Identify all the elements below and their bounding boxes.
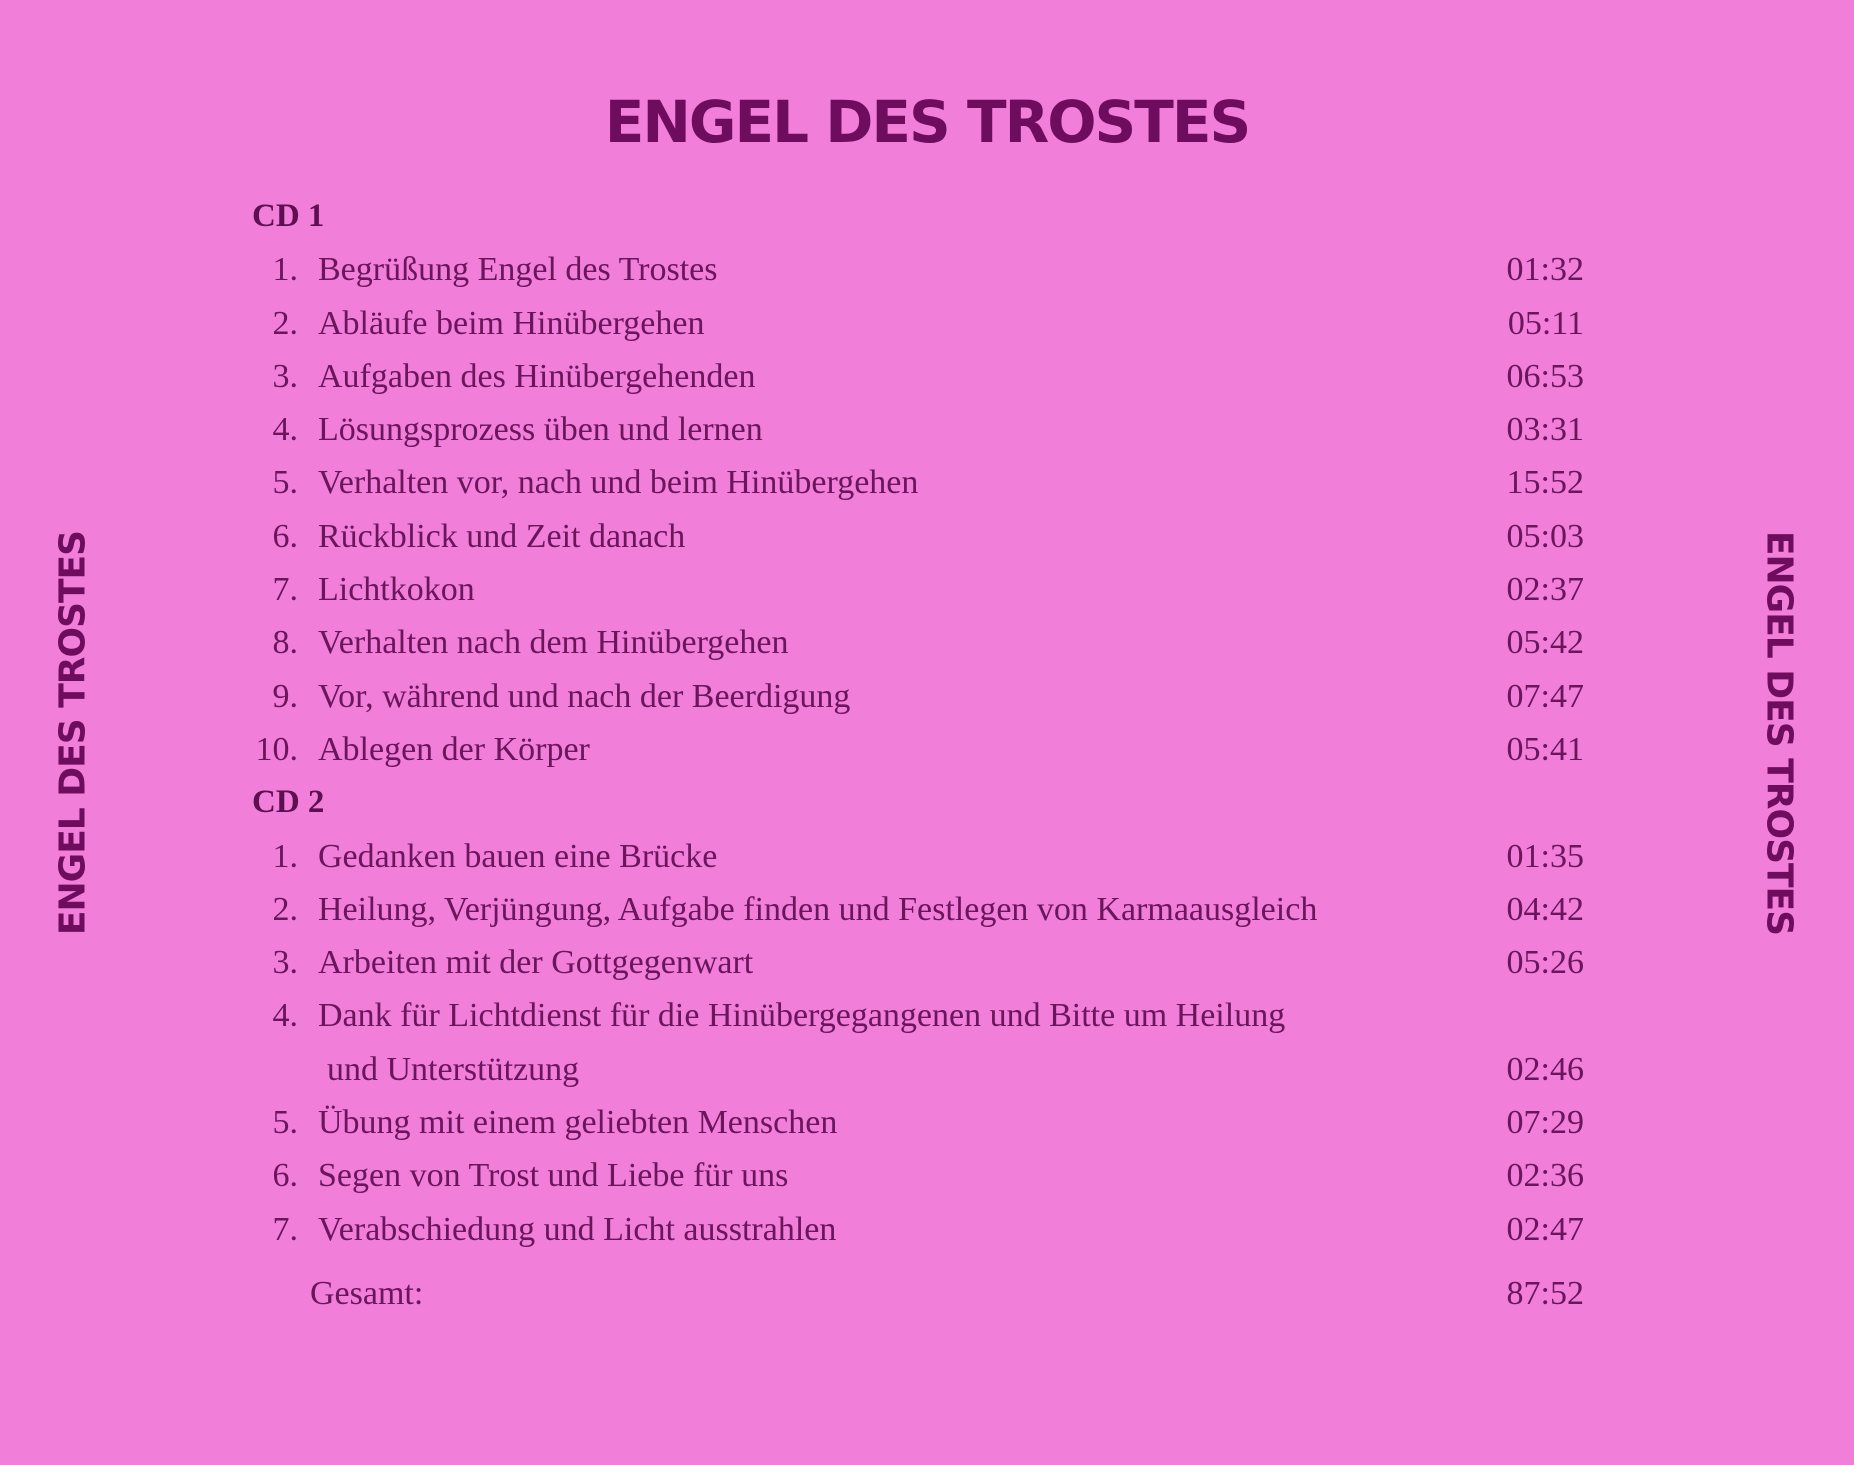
track-row bbox=[252, 883, 1584, 936]
track-duration: 02:46 bbox=[1506, 1050, 1584, 1088]
track-title bbox=[318, 456, 918, 509]
cd1-track-list bbox=[252, 243, 1584, 776]
track-number: 9. bbox=[272, 677, 298, 715]
track-title-text: Verhalten vor, nach und beim Hinübergehen bbox=[318, 464, 919, 502]
track-row bbox=[252, 723, 1584, 776]
track-row bbox=[252, 297, 1584, 350]
track-row bbox=[252, 510, 1584, 563]
track-title-continuation: und Unterstützung bbox=[327, 1050, 580, 1088]
track-title-text: Übung mit einem geliebten Menschen bbox=[318, 1104, 838, 1142]
spine-text-left: ENGEL DES TROSTES bbox=[52, 530, 94, 936]
track-title bbox=[318, 616, 788, 669]
total-duration: 87:52 bbox=[1506, 1274, 1584, 1312]
track-row bbox=[252, 563, 1584, 616]
total-row bbox=[252, 1267, 1584, 1320]
track-title bbox=[318, 1149, 788, 1202]
track-number: 8. bbox=[272, 624, 298, 662]
track-duration: 03:31 bbox=[1506, 411, 1584, 449]
track-row bbox=[252, 616, 1584, 669]
track-number: 1. bbox=[272, 837, 298, 875]
track-row bbox=[252, 670, 1584, 723]
track-title-text: Aufgaben des Hinübergehenden bbox=[318, 357, 756, 395]
track-duration: 07:47 bbox=[1506, 677, 1584, 715]
track-row bbox=[252, 830, 1584, 883]
track-duration: 05:26 bbox=[1506, 944, 1584, 982]
track-title bbox=[318, 1096, 837, 1149]
track-title bbox=[318, 563, 475, 616]
track-duration: 02:47 bbox=[1506, 1210, 1584, 1248]
cd1-heading: CD 1 bbox=[252, 198, 325, 234]
track-row bbox=[252, 936, 1584, 989]
track-title-text: Abläufe beim Hinübergehen bbox=[318, 304, 705, 342]
spine-text-right: ENGEL DES TROSTES bbox=[1758, 530, 1800, 936]
track-title-text: Gedanken bauen eine Brücke bbox=[318, 837, 718, 875]
track-title bbox=[318, 243, 718, 296]
track-row bbox=[252, 456, 1584, 509]
track-number: 6. bbox=[272, 517, 298, 555]
track-title bbox=[318, 350, 755, 403]
total-label: Gesamt: bbox=[310, 1274, 424, 1312]
track-number: 2. bbox=[272, 304, 298, 342]
track-duration: 05:03 bbox=[1506, 517, 1584, 555]
track-title bbox=[318, 830, 717, 883]
tracklist bbox=[252, 190, 1584, 1320]
track-duration: 05:41 bbox=[1506, 730, 1584, 768]
track-title bbox=[318, 670, 850, 723]
track-title-text: Heilung, Verjüngung, Aufgabe finden und Festlegen von Karmaausgleich bbox=[318, 890, 1318, 928]
track-title-text: Lichtkokon bbox=[318, 571, 475, 609]
track-title bbox=[318, 1203, 836, 1256]
cd2-heading: CD 2 bbox=[252, 784, 325, 821]
track-number: 4. bbox=[272, 411, 298, 449]
track-title bbox=[318, 989, 1285, 1096]
track-title-text: Vor, während und nach der Beerdigung bbox=[318, 677, 851, 715]
track-title bbox=[318, 936, 753, 989]
track-title-text: Rückblick und Zeit danach bbox=[318, 517, 686, 555]
track-number: 6. bbox=[272, 1157, 298, 1195]
track-number: 1. bbox=[272, 251, 298, 289]
track-number: 5. bbox=[272, 464, 298, 502]
track-row bbox=[252, 1203, 1584, 1256]
cd2-track-list bbox=[252, 830, 1584, 1256]
track-title-text: Ablegen der Körper bbox=[318, 730, 590, 768]
track-row bbox=[252, 989, 1584, 1096]
track-title-text: Begrüßung Engel des Trostes bbox=[318, 251, 718, 289]
track-title-text: Segen von Trost und Liebe für uns bbox=[318, 1157, 789, 1195]
track-duration: 01:32 bbox=[1506, 251, 1584, 289]
track-duration: 05:42 bbox=[1506, 624, 1584, 662]
track-number: 4. bbox=[272, 997, 298, 1035]
track-title-text: Dank für Lichtdienst für die Hinübergegangenen und Bitte um Heilung bbox=[318, 997, 1286, 1035]
track-title bbox=[318, 403, 763, 456]
track-duration: 15:52 bbox=[1506, 464, 1584, 502]
track-title bbox=[318, 723, 590, 776]
track-number: 3. bbox=[272, 357, 298, 395]
track-duration: 01:35 bbox=[1506, 837, 1584, 875]
track-row bbox=[252, 1149, 1584, 1202]
track-title-text: Verhalten nach dem Hinübergehen bbox=[318, 624, 789, 662]
track-duration: 05:11 bbox=[1507, 304, 1584, 342]
track-title bbox=[318, 883, 1317, 936]
track-duration: 02:37 bbox=[1506, 571, 1584, 609]
track-number: 7. bbox=[272, 571, 298, 609]
track-title-text: Verabschiedung und Licht ausstrahlen bbox=[318, 1210, 837, 1248]
track-number: 3. bbox=[272, 944, 298, 982]
track-row bbox=[252, 1096, 1584, 1149]
track-row bbox=[252, 243, 1584, 296]
track-number: 10. bbox=[255, 730, 298, 768]
track-duration: 07:29 bbox=[1506, 1104, 1584, 1142]
track-number: 5. bbox=[272, 1104, 298, 1142]
track-duration: 02:36 bbox=[1506, 1157, 1584, 1195]
track-number: 2. bbox=[272, 890, 298, 928]
page-title: ENGEL DES TROSTES bbox=[604, 88, 1250, 156]
track-title bbox=[318, 510, 685, 563]
track-title-text: Lösungsprozess üben und lernen bbox=[318, 411, 763, 449]
track-row bbox=[252, 403, 1584, 456]
track-duration: 06:53 bbox=[1506, 357, 1584, 395]
track-title bbox=[318, 297, 704, 350]
track-number: 7. bbox=[272, 1210, 298, 1248]
track-row bbox=[252, 350, 1584, 403]
track-title-text: Arbeiten mit der Gottgegenwart bbox=[318, 944, 754, 982]
track-duration: 04:42 bbox=[1506, 890, 1584, 928]
